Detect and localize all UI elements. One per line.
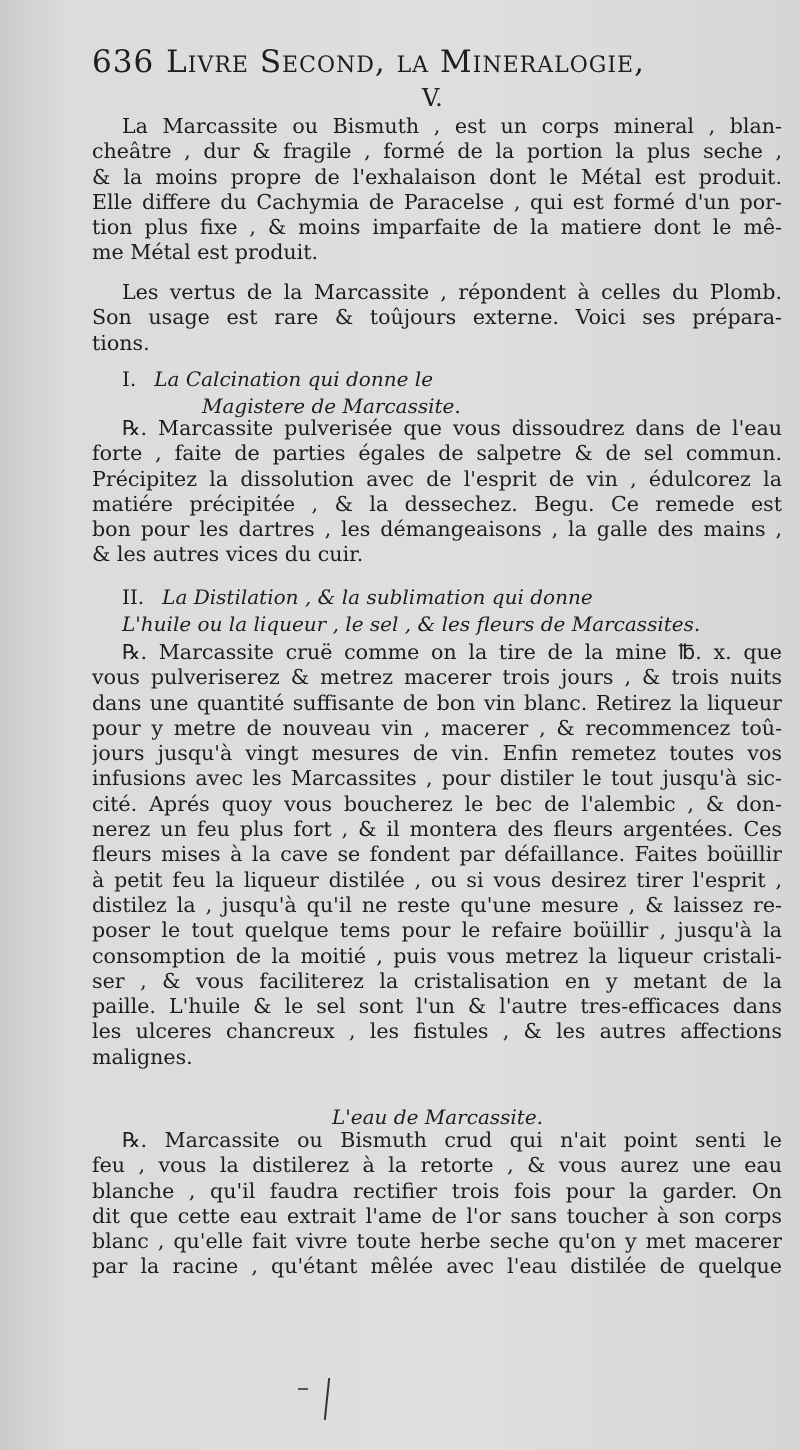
text-line: ℞. Marcassite pulverisée que vous dissoudrez dans de l'eau — [122, 416, 782, 440]
text-line: Précipitez la dissolution avec de l'esprit de vin , édulcorez la — [92, 466, 782, 491]
text-line: Son usage est rare & toûjours externe. Voici ses prépara- — [92, 305, 782, 330]
text-line: fleurs mises à la cave se fondent par défaillance. Faites boüillir — [92, 842, 782, 867]
running-title: Livre Second, la Mineralogie, — [166, 44, 645, 80]
heading-distilation — [122, 585, 593, 609]
paragraph-definition — [92, 114, 782, 266]
heading-line: La Distilation , & la sublimation qui donne — [162, 585, 593, 609]
text-line: feu , vous la distilerez à la retorte , & vous aurez une eau — [92, 1153, 782, 1178]
text-line: cheâtre , dur & fragile , formé de la portion la plus seche , — [92, 139, 782, 164]
text-line: blanc , qu'elle fait vivre toute herbe seche qu'on y met macerer — [92, 1229, 782, 1254]
recipe-calcination — [92, 416, 782, 568]
text-line: La Marcassite ou Bismuth , est un corps mineral , blan- — [122, 114, 782, 138]
text-line: cité. Aprés quoy vous boucherez le bec de l'alembic , & don- — [92, 791, 782, 816]
heading-number: I. — [122, 367, 137, 391]
text-line: nerez un feu plus fort , & il montera des fleurs argentées. Ces — [92, 817, 782, 842]
heading-line: La Calcination qui donne le — [154, 367, 434, 391]
text-line: & les autres vices du cuir. — [92, 542, 364, 567]
recipe-distilation — [92, 640, 782, 1070]
heading-number: II. — [122, 585, 145, 609]
text-line: jours jusqu'à vingt mesures de vin. Enfin remetez toutes vos — [92, 741, 782, 766]
text-line: infusions avec les Marcassites , pour distiler le tout jusqu'à sic- — [92, 766, 782, 791]
text-line: tion plus fixe , & moins imparfaite de la matiere dont le mê- — [92, 215, 782, 240]
text-line: par la racine , qu'étant mêlée avec l'eau distilée de quelque — [92, 1254, 782, 1279]
heading-distilation-line2: L'huile ou la liqueur , le sel , & les fleurs de Marcassites. — [122, 612, 701, 636]
recipe-eau — [92, 1128, 782, 1280]
text-line: dit que cette eau extrait l'ame de l'or sans toucher à son corps — [92, 1203, 782, 1228]
text-line: distilez la , jusqu'à qu'il ne reste qu'une mesure , & laissez re- — [92, 892, 782, 917]
heading-calcination — [122, 367, 433, 391]
text-line: tions. — [92, 330, 150, 355]
text-line: poser le tout quelque tems pour le refaire boüillir , jusqu'à la — [92, 918, 782, 943]
running-header — [92, 44, 792, 80]
text-line: ℞. Marcassite ou Bismuth crud qui n'ait point senti le — [122, 1128, 782, 1152]
text-line: forte , faite de parties égales de salpetre & de sel commun. — [92, 441, 782, 466]
text-line: les ulceres chancreux , les fistules , & les autres affections — [92, 1019, 782, 1044]
text-line: ℞. Marcassite cruë comme on la tire de la mine ℔. x. que — [122, 640, 782, 664]
text-line: à petit feu la liqueur distilée , ou si vous desirez tirer l'esprit , — [92, 867, 782, 892]
text-line: Les vertus de la Marcassite , répondent à celles du Plomb. — [122, 280, 782, 304]
heading-calcination-line2: Magistere de Marcassite. — [202, 394, 461, 418]
text-line: bon pour les dartres , les démangeaisons , la galle des mains , — [92, 517, 782, 542]
section-number: V. — [422, 84, 443, 112]
text-line: consomption de la moitié , puis vous metrez la liqueur cristali- — [92, 943, 782, 968]
page-number: 636 — [92, 44, 155, 80]
ink-mark — [298, 1388, 308, 1390]
heading-eau-de-marcassite: L'eau de Marcassite. — [332, 1105, 544, 1129]
text-line: matiére précipitée , & la dessechez. Begu. Ce remede est — [92, 491, 782, 516]
text-line: me Métal est produit. — [92, 240, 319, 265]
paragraph-virtues — [92, 280, 782, 356]
text-line: Elle differe du Cachymia de Paracelse , qui est formé d'un por- — [92, 189, 782, 214]
ink-mark — [324, 1378, 330, 1420]
text-line: vous pulveriserez & metrez macerer trois jours , & trois nuits — [92, 665, 782, 690]
text-line: pour y metre de nouveau vin , macerer , & recommencez toû- — [92, 715, 782, 740]
text-line: paille. L'huile & le sel sont l'un & l'autre tres-efficaces dans — [92, 994, 782, 1019]
text-line: dans une quantité suffisante de bon vin blanc. Retirez la liqueur — [92, 690, 782, 715]
text-line: malignes. — [92, 1044, 193, 1069]
text-line: blanche , qu'il faudra rectifier trois fois pour la garder. On — [92, 1178, 782, 1203]
text-line: & la moins propre de l'exhalaison dont le Métal est produit. — [92, 164, 782, 189]
text-line: ser , & vous faciliterez la cristalisation en y metant de la — [92, 968, 782, 993]
